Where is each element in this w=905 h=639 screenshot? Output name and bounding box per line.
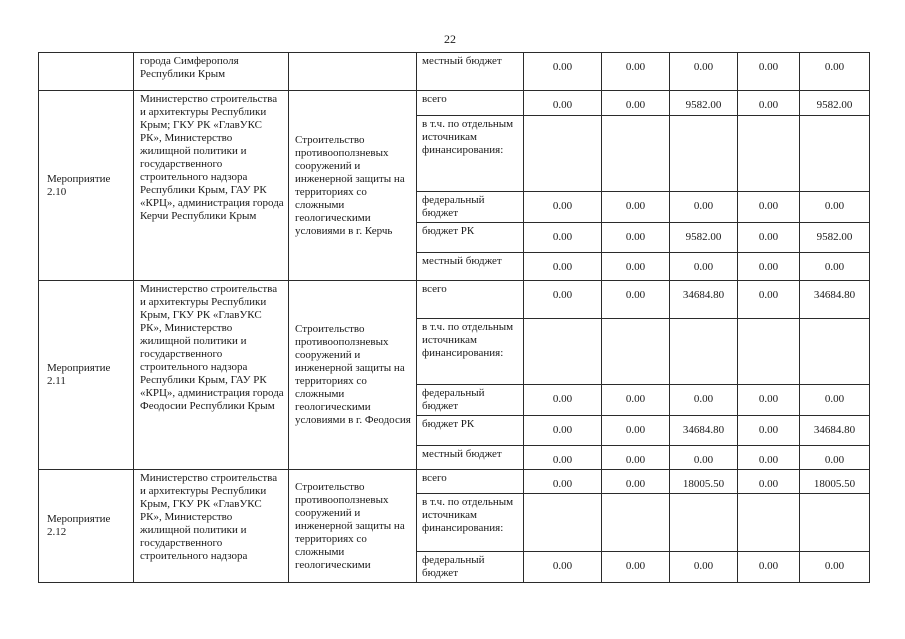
funding-source-cell: всего xyxy=(417,281,524,319)
value-cell: 0.00 xyxy=(602,446,670,470)
value-cell xyxy=(800,319,870,385)
value-cell: 9582.00 xyxy=(670,223,738,253)
value-cell: 0.00 xyxy=(738,385,800,416)
value-cell: 0.00 xyxy=(602,253,670,281)
value-cell: 0.00 xyxy=(602,470,670,494)
event-label-cell: Мероприятие 2.11 xyxy=(39,281,134,470)
value-cell: 0.00 xyxy=(524,446,602,470)
funding-source-cell: всего xyxy=(417,470,524,494)
value-cell: 0.00 xyxy=(738,281,800,319)
value-cell: 0.00 xyxy=(524,223,602,253)
funding-source-cell: в т.ч. по отдельным источникам финансирования: xyxy=(417,494,524,552)
value-cell: 0.00 xyxy=(670,552,738,583)
value-cell: 0.00 xyxy=(670,253,738,281)
value-cell: 0.00 xyxy=(524,192,602,223)
value-cell: 0.00 xyxy=(800,53,870,91)
funding-table xyxy=(38,52,870,583)
funding-source-cell: федеральный бюджет xyxy=(417,192,524,223)
value-cell: 0.00 xyxy=(602,416,670,446)
value-cell xyxy=(800,116,870,192)
value-cell: 0.00 xyxy=(738,470,800,494)
value-cell: 0.00 xyxy=(800,253,870,281)
value-cell: 0.00 xyxy=(670,192,738,223)
value-cell: 0.00 xyxy=(524,385,602,416)
value-cell xyxy=(670,319,738,385)
value-cell: 0.00 xyxy=(602,281,670,319)
value-cell: 0.00 xyxy=(524,91,602,116)
value-cell xyxy=(524,494,602,552)
value-cell: 0.00 xyxy=(800,446,870,470)
value-cell: 9582.00 xyxy=(800,223,870,253)
table-row xyxy=(39,470,870,494)
executor-cell: Министерство строительства и архитектуры Республики Крым, ГКУ РК «ГлавУКС РК», Министерство жилищной политики и государственного строительного надзора Республики Крым, ГАУ РК «КРЦ», администрация города Феодосии Республики Крым xyxy=(134,281,289,470)
event-cell xyxy=(39,53,134,91)
value-cell xyxy=(738,494,800,552)
funding-source-cell: бюджет РК xyxy=(417,416,524,446)
value-cell: 0.00 xyxy=(524,281,602,319)
value-cell: 0.00 xyxy=(670,446,738,470)
value-cell: 0.00 xyxy=(602,91,670,116)
value-cell xyxy=(670,116,738,192)
funding-source-cell: в т.ч. по отдельным источникам финансирования: xyxy=(417,116,524,192)
table-body xyxy=(39,53,870,583)
measure-name-cell: Строительство противооползневых сооружений и инженерной защиты на территориях со сложными геологическими условиями в г. Керчь xyxy=(289,91,417,281)
value-cell xyxy=(800,494,870,552)
value-cell: 9582.00 xyxy=(800,91,870,116)
funding-source-cell: местный бюджет xyxy=(417,253,524,281)
value-cell xyxy=(738,116,800,192)
table-row xyxy=(39,91,870,116)
value-cell: 0.00 xyxy=(602,192,670,223)
value-cell: 9582.00 xyxy=(670,91,738,116)
value-cell xyxy=(602,319,670,385)
value-cell: 0.00 xyxy=(602,53,670,91)
value-cell: 0.00 xyxy=(524,53,602,91)
measure-name-cell: Строительство противооползневых сооружений и инженерной защиты на территориях со сложными геологическими xyxy=(289,470,417,583)
value-cell: 0.00 xyxy=(738,53,800,91)
value-cell: 0.00 xyxy=(602,385,670,416)
page-number: 22 xyxy=(444,32,456,46)
measure-name-cell: Строительство противооползневых сооружений и инженерной защиты на территориях со сложными геологическими условиями в г. Феодосия xyxy=(289,281,417,470)
funding-source-cell: федеральный бюджет xyxy=(417,552,524,583)
value-cell: 0.00 xyxy=(524,552,602,583)
funding-source-cell: местный бюджет xyxy=(417,53,524,91)
event-label-cell: Мероприятие 2.12 xyxy=(39,470,134,583)
value-cell: 0.00 xyxy=(800,385,870,416)
value-cell: 0.00 xyxy=(602,552,670,583)
event-label-cell: Мероприятие 2.10 xyxy=(39,91,134,281)
value-cell: 0.00 xyxy=(738,416,800,446)
value-cell: 0.00 xyxy=(800,552,870,583)
value-cell: 34684.80 xyxy=(670,416,738,446)
value-cell: 18005.50 xyxy=(800,470,870,494)
executor-cell: Министерство строительства и архитектуры Республики Крым; ГКУ РК «ГлавУКС РК», Министерство жилищной политики и государственного строительного надзора Республики Крым, ГАУ РК «КРЦ», администрация города Керчи Республики Крым xyxy=(134,91,289,281)
value-cell: 0.00 xyxy=(524,416,602,446)
value-cell: 0.00 xyxy=(670,385,738,416)
value-cell: 0.00 xyxy=(602,223,670,253)
executor-cell: города Симферополя Республики Крым xyxy=(134,53,289,91)
value-cell: 0.00 xyxy=(738,446,800,470)
funding-source-cell: всего xyxy=(417,91,524,116)
value-cell: 34684.80 xyxy=(670,281,738,319)
table-row xyxy=(39,53,870,91)
value-cell: 0.00 xyxy=(738,552,800,583)
value-cell: 0.00 xyxy=(670,53,738,91)
measure-name-cell xyxy=(289,53,417,91)
table-row xyxy=(39,281,870,319)
value-cell: 0.00 xyxy=(738,192,800,223)
value-cell xyxy=(670,494,738,552)
funding-source-cell: местный бюджет xyxy=(417,446,524,470)
funding-source-cell: федеральный бюджет xyxy=(417,385,524,416)
value-cell xyxy=(602,116,670,192)
value-cell: 0.00 xyxy=(738,91,800,116)
value-cell: 34684.80 xyxy=(800,281,870,319)
executor-cell: Министерство строительства и архитектуры Республики Крым, ГКУ РК «ГлавУКС РК», Министерство жилищной политики и государственного строительного надзора xyxy=(134,470,289,583)
funding-source-cell: бюджет РК xyxy=(417,223,524,253)
value-cell: 18005.50 xyxy=(670,470,738,494)
value-cell: 0.00 xyxy=(738,223,800,253)
value-cell xyxy=(738,319,800,385)
value-cell: 34684.80 xyxy=(800,416,870,446)
value-cell xyxy=(602,494,670,552)
value-cell: 0.00 xyxy=(524,470,602,494)
funding-source-cell: в т.ч. по отдельным источникам финансирования: xyxy=(417,319,524,385)
value-cell xyxy=(524,116,602,192)
value-cell xyxy=(524,319,602,385)
value-cell: 0.00 xyxy=(524,253,602,281)
value-cell: 0.00 xyxy=(738,253,800,281)
value-cell: 0.00 xyxy=(800,192,870,223)
